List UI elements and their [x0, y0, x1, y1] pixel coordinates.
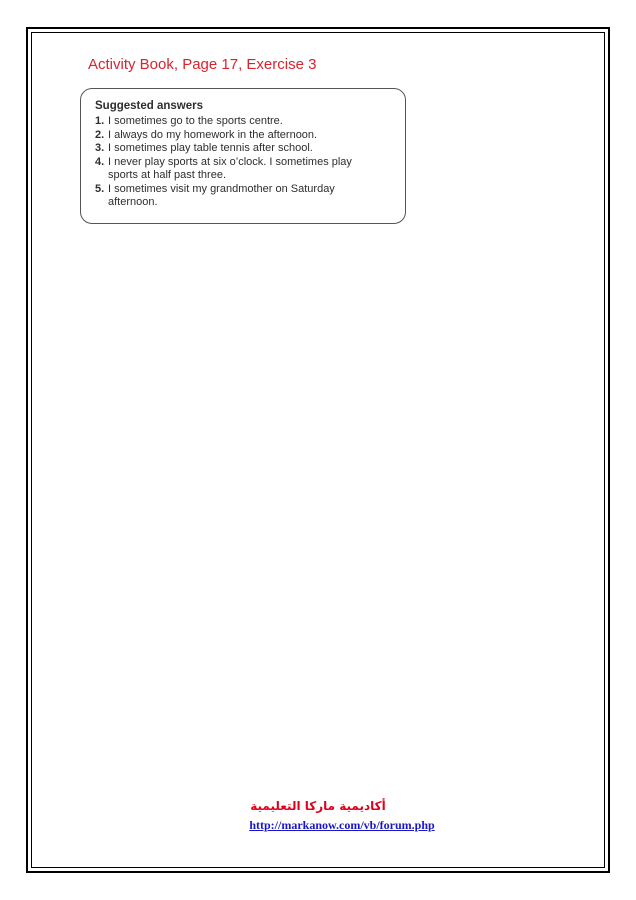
answer-text-line: afternoon. — [108, 196, 158, 208]
answer-number: 3. — [95, 142, 105, 154]
answer-text-line: I sometimes visit my grandmother on Saturday — [108, 182, 335, 195]
page-footer — [0, 798, 636, 833]
answer-number: 2. — [95, 128, 105, 141]
answer-number: 5. — [95, 182, 105, 195]
answer-item — [95, 129, 395, 143]
academy-name: أكاديمية ماركا التعليمية — [250, 799, 386, 813]
answer-item — [95, 156, 395, 183]
answer-item — [95, 183, 395, 210]
answer-list — [95, 115, 395, 210]
suggested-answers-box — [80, 88, 406, 224]
page-border — [26, 27, 610, 873]
answer-text: I sometimes go to the sports centre. — [108, 115, 283, 127]
answer-text: I sometimes play table tennis after school. — [108, 142, 313, 154]
answers-box-title: Suggested answers — [95, 100, 204, 112]
forum-link[interactable]: http://markanow.com/vb/forum.php — [249, 818, 435, 832]
page-inner-border — [31, 32, 605, 868]
answer-number: 1. — [95, 115, 105, 127]
answer-item — [95, 115, 395, 129]
answer-text-line: I never play sports at six o’clock. I sometimes play — [108, 155, 352, 168]
answer-item — [95, 142, 395, 156]
exercise-heading: Activity Book, Page 17, Exercise 3 — [88, 56, 317, 73]
answer-text: I always do my homework in the afternoon. — [108, 128, 318, 141]
answer-text-line: sports at half past three. — [108, 169, 227, 181]
answer-number: 4. — [95, 155, 105, 168]
